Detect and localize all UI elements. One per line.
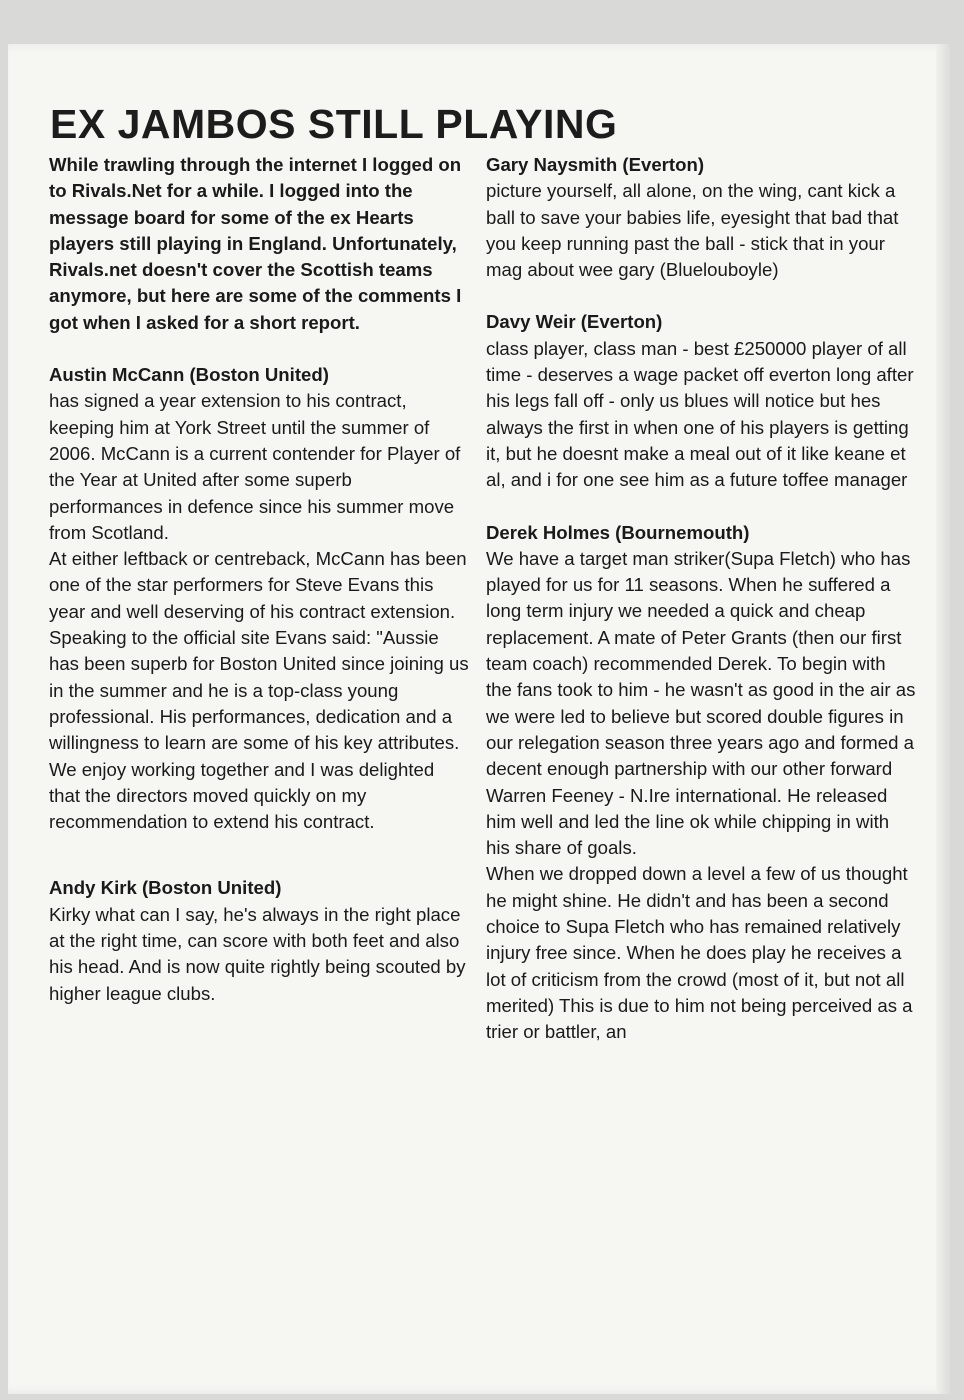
article-paragraph: When we dropped down a level a few of us thought he might shine. He didn't and has been a second choice to Supa Fletch who has remained relatively injury free since. When he does play he receives a lot of criticism from the crowd (most of it, but not all merited) This is due to him not being perceived as a trier or battler, an: [486, 863, 913, 1043]
article-paragraph: class player, class man - best £250000 player of all time - deserves a wage packet off everton long after his legs fall off - only us blues will notice but hes always the first in when one of his players is getting it, but he doesnt make a meal out of it like keane et al, and i for one see him as a future toffee manager: [486, 337, 914, 491]
article-heading: Andy Kirk (Boston United): [49, 877, 282, 899]
article-davy-weir: [486, 309, 916, 493]
article-heading: Derek Holmes (Bournemouth): [486, 521, 750, 543]
page-title: EX JAMBOS STILL PLAYING: [50, 101, 618, 147]
article-austin-mccann: [49, 362, 469, 835]
left-column: [49, 152, 469, 1033]
right-column: [486, 152, 916, 1072]
article-paragraph: has signed a year extension to his contract, keeping him at York Street until the summer of 2006. McCann is a current contender for Player of the Year at United after some superb performances in defence since his summer move from Scotland.: [49, 390, 461, 543]
article-gary-naysmith: [486, 152, 916, 283]
article-paragraph: Kirky what can I say, he's always in the right place at the right time, can score with both feet and also his head. And is now quite rightly being scouted by higher league clubs.: [49, 903, 466, 1004]
article-heading: Davy Weir (Everton): [486, 311, 663, 333]
article-paragraph: Speaking to the official site Evans said: "Aussie has been superb for Boston United since joining us in the summer and he is a top-class young professional. His performances, dedication and a willingness to learn are some of his key attributes. We enjoy working together and I was delighted that the directors moved quickly on my recommendation to extend his contract.: [49, 627, 469, 833]
article-paragraph: At either leftback or centreback, McCann has been one of the star performers for Steve Evans this year and well deserving of his contract extension.: [49, 548, 467, 622]
intro-paragraph: While trawling through the internet I logged on to Rivals.Net for a while. I logged into the message board for some of the ex Hearts players still playing in England. Unfortunately, Rivals.net doesn't cover the Scottish teams anymore, but here are some of the comments I got when I asked for a short report.: [49, 154, 462, 333]
article-andy-kirk: [49, 875, 469, 1006]
article-paragraph: We have a target man striker(Supa Fletch) who has played for us for 11 seasons. When he suffered a long term injury we needed a quick and cheap replacement. A mate of Peter Grants (then our first team coach) recommended Derek. To begin with the fans took to him - he wasn't as good in the air as we were led to believe but scored double figures in our relegation season three years ago and formed a decent enough partnership with our other forward Warren Feeney - N.Ire international. He released him well and led the line ok while chipping in with his share of goals.: [486, 547, 916, 859]
article-derek-holmes: [486, 520, 916, 1046]
article-paragraph: picture yourself, all alone, on the wing, cant kick a ball to save your babies life, eyesight that bad that you keep running past the ball - stick that in your mag about wee gary (Bluelouboyle): [486, 180, 899, 281]
page-edge: [936, 44, 950, 1394]
article-heading: Gary Naysmith (Everton): [486, 154, 705, 175]
article-heading: Austin McCann (Boston United): [49, 364, 329, 386]
